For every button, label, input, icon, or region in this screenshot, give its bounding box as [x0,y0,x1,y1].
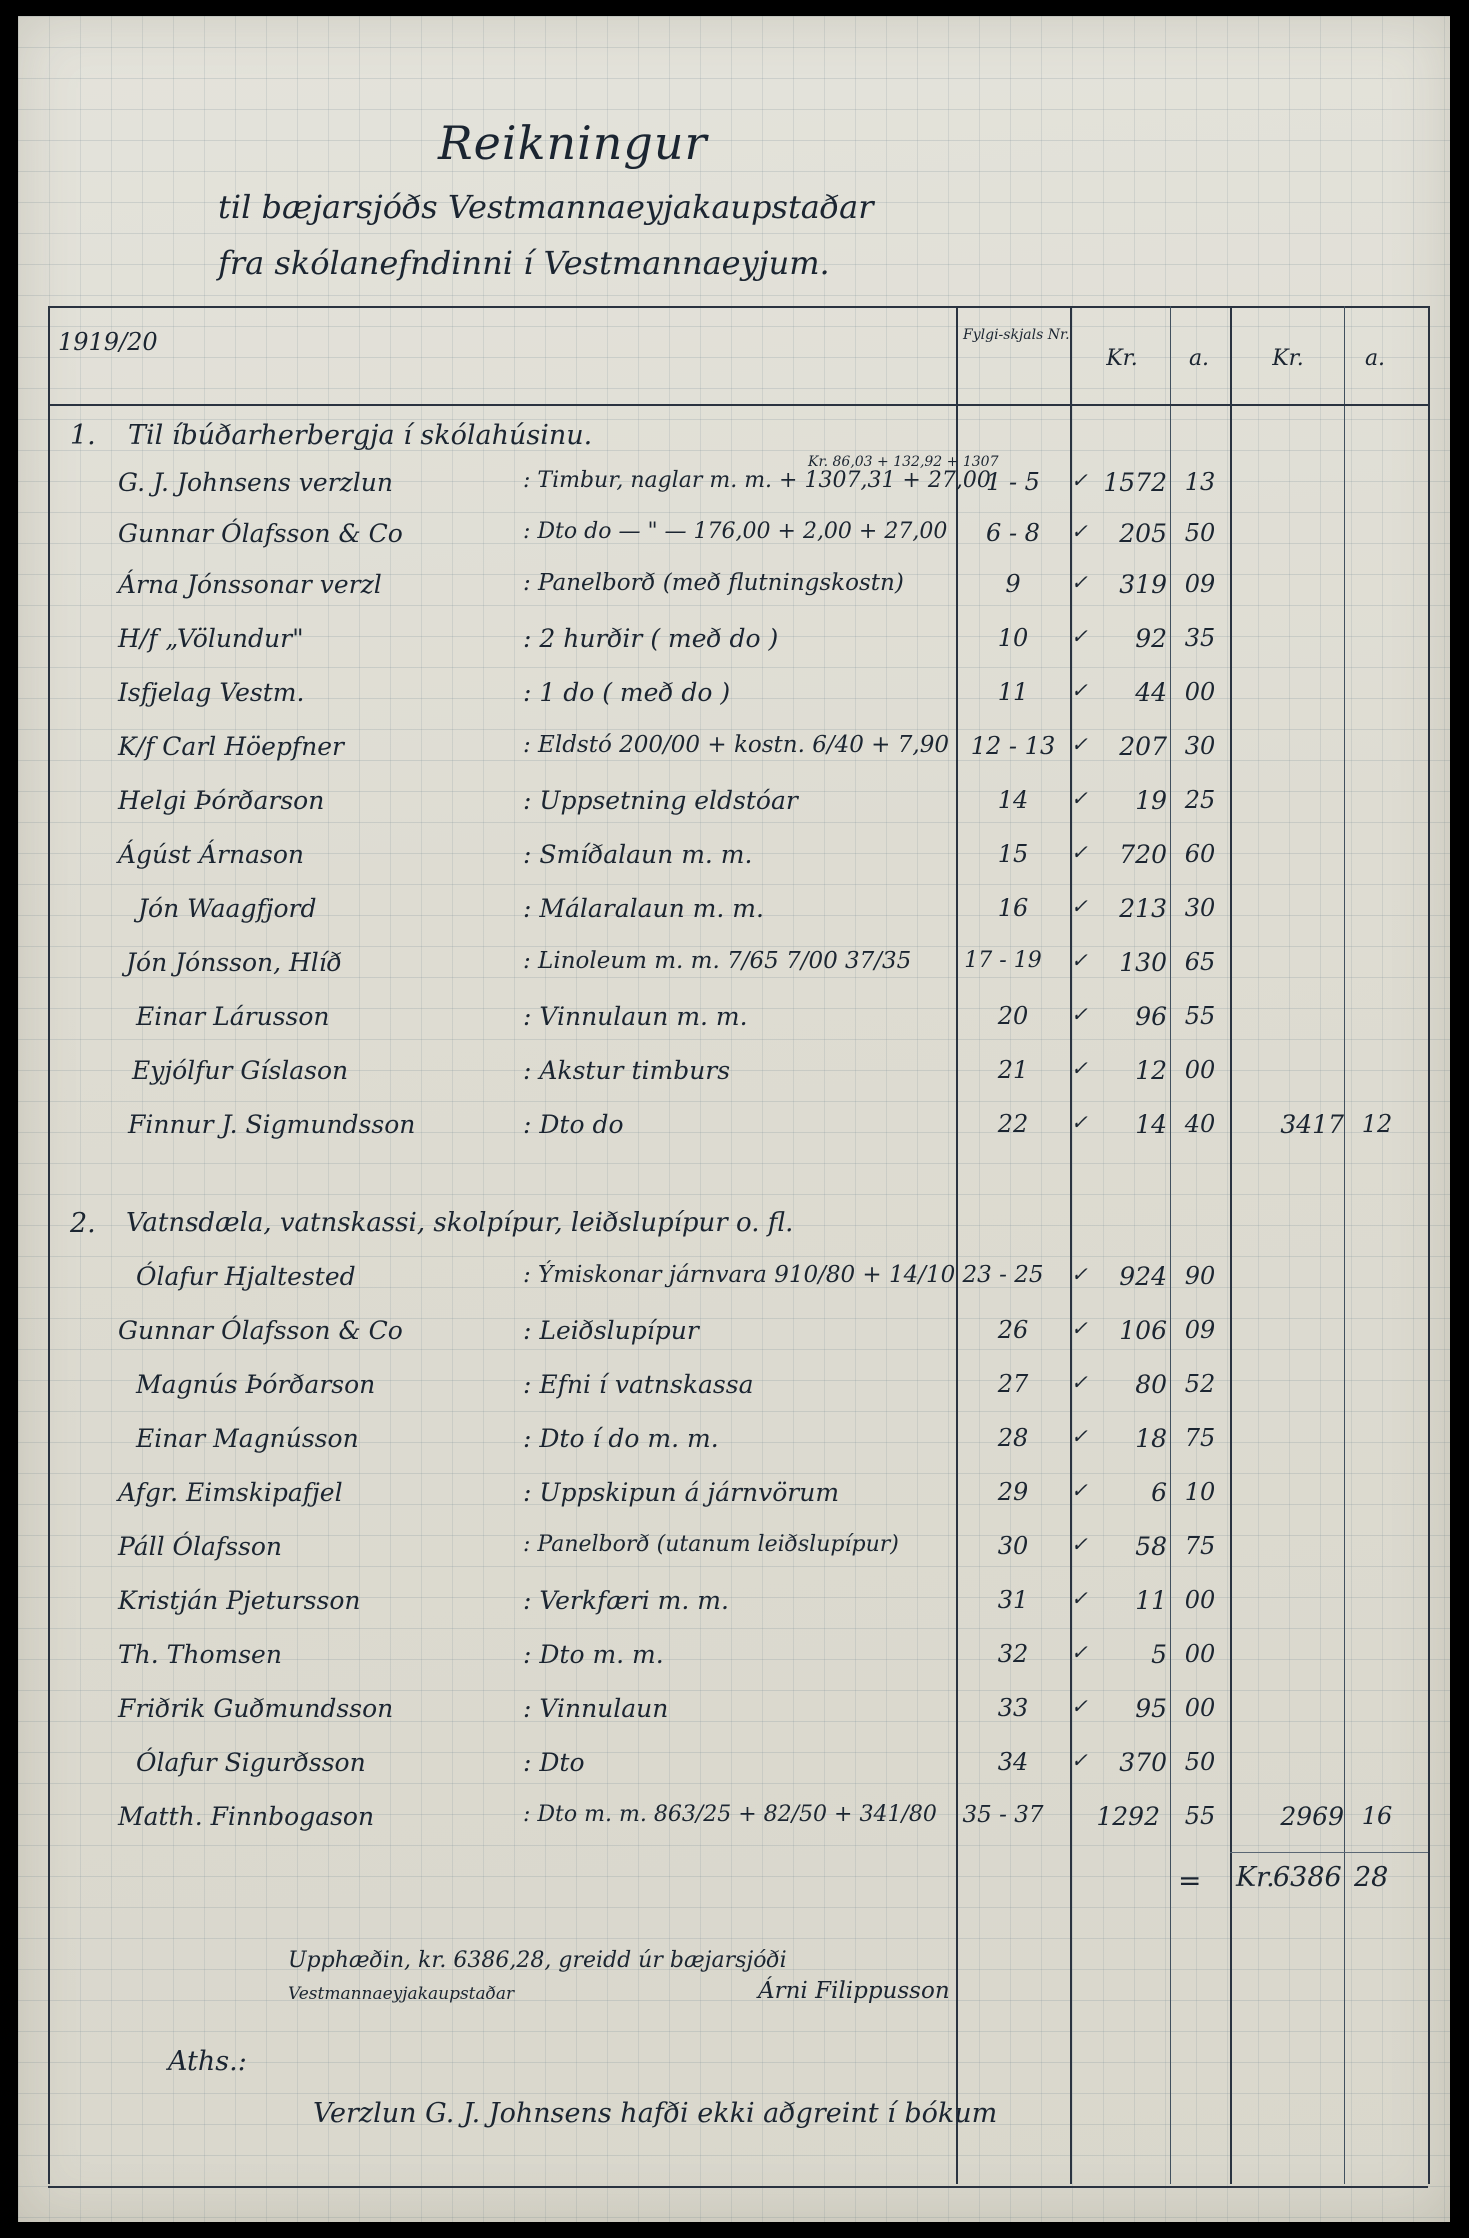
row-name: Einar Lárusson [136,1002,330,1031]
row-name: Ólafur Sigurðsson [136,1748,366,1777]
row-name: Eyjólfur Gíslason [132,1056,349,1085]
row-name: Kristján Pjetursson [118,1586,361,1615]
row-amount-aurar: 00 [1184,1056,1216,1084]
row-check-mark: ✓ [1071,624,1088,648]
row-check-mark: ✓ [1071,1640,1088,1664]
row-amount-kr: 18 [1135,1424,1167,1453]
row-check-mark: ✓ [1071,678,1088,702]
row-name: Th. Thomsen [118,1640,282,1669]
table-row [18,454,1398,517]
row-description: : 2 hurðir ( með do ) [523,624,779,653]
grand-total-kr: 6386 [1273,1862,1342,1893]
row-amount-aurar: 75 [1184,1424,1216,1452]
remark-label: Aths.: [168,2046,247,2077]
row-description: : Verkfæri m. m. [523,1586,729,1615]
row-amount-aurar: 50 [1184,1748,1216,1776]
row-amount-kr: 1572 [1103,468,1167,497]
row-check-mark: ✓ [1071,1586,1088,1610]
document-subtitle-line1: til bæjarsjóðs Vestmannaeyjakaupstaðar [218,188,874,226]
row-description: : 1 do ( með do ) [523,678,731,707]
row-voucher-number: 20 [997,1002,1029,1030]
row-name: Ólafur Hjaltested [136,1262,356,1291]
table-row [18,1424,1398,1473]
row-amount-kr: 6 [1151,1478,1167,1507]
row-amount-kr: 205 [1119,519,1167,548]
row-amount-kr: 720 [1119,840,1167,869]
row-name: Finnur J. Sigmundsson [128,1110,416,1139]
row-name: Magnús Þórðarson [136,1370,376,1399]
section-1-number: 1. [70,420,96,451]
row-description: : Panelborð (utanum leiðslupípur) [523,1532,899,1557]
remark-text: Verzlun G. J. Johnsens hafði ekki aðgreint í bókum [313,2098,998,2129]
row-amount-aurar: 09 [1184,1316,1216,1344]
row-description: : Efni í vatnskassa [523,1370,754,1399]
table-row [18,1532,1398,1581]
row-check-mark: ✓ [1071,894,1088,918]
row-amount-kr: 58 [1135,1532,1167,1561]
row-amount-aurar: 50 [1184,519,1216,547]
table-row [18,1262,1398,1311]
row-description: : Dto do — " — 176,00 + 2,00 + 27,00 [523,519,948,544]
row-voucher-number: 16 [997,894,1029,922]
column-header-kr: Kr. [1106,346,1138,371]
row-voucher-number: 14 [997,786,1029,814]
row-voucher-number: 35 - 37 [962,1802,1044,1828]
section-2-number: 2. [70,1208,96,1239]
row-voucher-number: 10 [997,624,1029,652]
row-description: : Akstur timburs [523,1056,731,1085]
row-check-mark: ✓ [1071,519,1088,543]
row-voucher-number: 31 [997,1586,1029,1614]
row-amount-aurar: 60 [1184,840,1216,868]
row-amount-aurar: 00 [1184,678,1216,706]
row-total-aurar: 12 [1361,1110,1393,1138]
row-amount-kr: 96 [1135,1002,1167,1031]
table-row [18,519,1398,568]
row-total-kr: 3417 [1280,1110,1344,1139]
row-amount-aurar: 55 [1184,1802,1216,1830]
row-description: : Linoleum m. m. 7/65 7/00 37/35 [523,948,912,974]
grand-total-aurar: 28 [1354,1862,1389,1893]
row-amount-kr: 319 [1119,570,1167,599]
table-row [18,1802,1398,1851]
row-check-mark: ✓ [1071,1262,1088,1286]
table-row [18,1478,1398,1527]
payment-note-line1: Upphæðin, kr. 6386,28, greidd úr bæjarsjóði [288,1948,787,1973]
row-name: Jón Jónsson, Hlíð [126,948,342,977]
row-check-mark: ✓ [1071,948,1088,972]
row-amount-kr: 92 [1135,624,1167,653]
table-row [18,1694,1398,1743]
ledger-paper [18,16,1450,2222]
row-voucher-number: 23 - 25 [962,1262,1044,1288]
rule-right [1428,306,1430,2184]
row-amount-aurar: 00 [1184,1640,1216,1668]
row-amount-aurar: 10 [1184,1478,1216,1506]
row-name: Afgr. Eimskipafjel [118,1478,343,1507]
row-name: Páll Ólafsson [118,1532,283,1561]
row-amount-kr: 44 [1135,678,1167,707]
row-voucher-number: 9 [1005,570,1021,598]
table-row [18,678,1398,727]
row-name: Helgi Þórðarson [118,786,325,815]
column-header-fylgiskjal: Fylgi-skjals Nr. [963,327,1070,343]
row-voucher-number: 12 - 13 [970,732,1056,760]
row-amount-kr: 207 [1119,732,1167,761]
row-check-mark: ✓ [1071,1370,1088,1394]
row-voucher-number: 26 [997,1316,1029,1344]
row-voucher-number: 6 - 8 [986,519,1040,547]
row-voucher-number: 32 [997,1640,1029,1668]
row-amount-aurar: 30 [1184,732,1216,760]
row-amount-kr: 370 [1119,1748,1167,1777]
row-description: : Dto [523,1748,585,1777]
row-amount-aurar: 65 [1184,948,1216,976]
row-amount-aurar: 30 [1184,894,1216,922]
row-amount-kr: 924 [1119,1262,1167,1291]
row-amount-aurar: 90 [1184,1262,1216,1290]
row-description: : Leiðslupípur [523,1316,699,1345]
column-header-kr-total: Kr. [1272,346,1304,371]
row-check-mark: ✓ [1071,1748,1088,1772]
row-description: : Dto m. m. 863/25 + 82/50 + 341/80 [523,1802,937,1827]
section-1-title: Til íbúðarherbergja í skólahúsinu. [128,420,593,451]
row-check-mark: ✓ [1071,1002,1088,1026]
row-description: : Ýmiskonar járnvara 910/80 + 14/10 [523,1262,956,1288]
row-voucher-number: 30 [997,1532,1029,1560]
table-row [18,1370,1398,1419]
row-check-mark: ✓ [1071,1478,1088,1502]
row-amount-aurar: 55 [1184,1002,1216,1030]
row-description: : Málaralaun m. m. [523,894,764,923]
table-row [18,1002,1398,1051]
column-header-aurar-total: a. [1364,346,1386,371]
row-description: : Dto do [523,1110,624,1139]
table-row [18,1056,1398,1105]
ledger-year-cell: 1919/20 [58,328,158,356]
table-row [18,948,1398,997]
signature: Árni Filippusson [758,1978,950,2004]
table-row [18,732,1398,781]
row-amount-aurar: 35 [1184,624,1216,652]
row-voucher-number: 28 [997,1424,1029,1452]
row-name: Ágúst Árnason [118,840,304,869]
row-description: : Timbur, naglar m. m. + 1307,31 + 27,00 [523,468,991,493]
row-amount-kr: 5 [1151,1640,1167,1669]
row-description: : Smíðalaun m. m. [523,840,753,869]
row-amount-kr: 213 [1119,894,1167,923]
row-check-mark: ✓ [1071,1056,1088,1080]
row-description: : Uppsetning eldstóar [523,786,798,815]
row-amount-kr: 80 [1135,1370,1167,1399]
row-amount-kr: 11 [1135,1586,1167,1615]
document-subtitle-line2: fra skólanefndinni í Vestmannaeyjum. [218,244,830,282]
row-check-mark: ✓ [1071,1110,1088,1134]
table-row [18,1316,1398,1365]
row-check-mark: ✓ [1071,1316,1088,1340]
row-amount-kr: 95 [1135,1694,1167,1723]
rule-total-separator [1230,1852,1428,1853]
row-check-mark: ✓ [1071,1424,1088,1448]
table-row [18,1748,1398,1797]
row-description: : Uppskipun á járnvörum [523,1478,840,1507]
row-description: : Panelborð (með flutningskostn) [523,570,904,596]
row-voucher-number: 22 [997,1110,1029,1138]
row-name: G. J. Johnsens verzlun [118,468,393,497]
column-header-aurar: a. [1188,346,1210,371]
table-row [18,624,1398,673]
row-name: Gunnar Ólafsson & Co [118,1316,403,1345]
row-description: : Vinnulaun m. m. [523,1002,748,1031]
row-voucher-number: 33 [997,1694,1029,1722]
row-description: : Dto í do m. m. [523,1424,719,1453]
document-title: Reikningur [438,116,708,170]
row-name: Friðrik Guðmundsson [118,1694,394,1723]
row-name: Jón Waagfjord [138,894,317,923]
row-amount-aurar: 00 [1184,1586,1216,1614]
row-name: Einar Magnússon [136,1424,359,1453]
row-check-mark: ✓ [1071,1694,1088,1718]
table-row [18,840,1398,889]
row-name: Árna Jónssonar verzl [118,570,382,599]
row-amount-aurar: 52 [1184,1370,1216,1398]
grand-total-label: Kr. [1236,1862,1275,1893]
row-check-mark: ✓ [1071,732,1088,756]
table-row [18,570,1398,619]
row-check-mark: ✓ [1071,468,1088,492]
table-row [18,894,1398,943]
row-check-mark: ✓ [1071,1532,1088,1556]
row-name: Gunnar Ólafsson & Co [118,519,403,548]
row-amount-aurar: 40 [1184,1110,1216,1138]
row-amount-kr: 130 [1119,948,1167,977]
row-amount-kr: 14 [1135,1110,1167,1139]
row-amount-aurar: 75 [1184,1532,1216,1560]
row-check-mark: ✓ [1071,786,1088,810]
row-amount-aurar: 25 [1184,786,1216,814]
row-check-mark: ✓ [1071,570,1088,594]
row-description: : Dto m. m. [523,1640,664,1669]
table-row [18,786,1398,835]
row-check-mark: ✓ [1071,840,1088,864]
rule-header-bottom [48,404,1428,406]
row-voucher-number: 1 - 5 [986,468,1040,496]
row-amount-aurar: 13 [1184,468,1216,496]
row-voucher-number: 29 [997,1478,1029,1506]
payment-note-line2: Vestmannaeyjakaupstaðar [288,1984,515,2004]
row-total-aurar: 16 [1361,1802,1393,1830]
table-row [18,1110,1398,1159]
row-name: Matth. Finnbogason [118,1802,375,1831]
row-voucher-number: 34 [997,1748,1029,1776]
row-name: K/f Carl Höepfner [118,732,344,761]
row-voucher-number: 21 [997,1056,1029,1084]
row-amount-kr: 19 [1135,786,1167,815]
section-2-title: Vatnsdæla, vatnskassi, skolpípur, leiðslupípur o. fl. [126,1208,794,1238]
row-voucher-number: 27 [997,1370,1029,1398]
table-row [18,1586,1398,1635]
row-voucher-number: 15 [997,840,1029,868]
grand-total-equals: = [1178,1864,1202,1897]
row-voucher-number: 11 [997,678,1029,706]
row-description: : Vinnulaun [523,1694,669,1723]
row-note: Kr. 86,03 + 132,92 + 1307 [808,454,999,470]
row-amount-kr: 12 [1135,1056,1167,1085]
row-amount-kr: 1292 [1096,1802,1160,1831]
row-amount-kr: 106 [1119,1316,1167,1345]
row-name: H/f „Völundur" [118,624,304,653]
row-amount-aurar: 00 [1184,1694,1216,1722]
table-row [18,1640,1398,1689]
row-voucher-number: 17 - 19 [964,948,1042,973]
row-total-kr: 2969 [1280,1802,1344,1831]
row-amount-aurar: 09 [1184,570,1216,598]
row-description: : Eldstó 200/00 + kostn. 6/40 + 7,90 [523,732,949,758]
row-name: Isfjelag Vestm. [118,678,305,707]
